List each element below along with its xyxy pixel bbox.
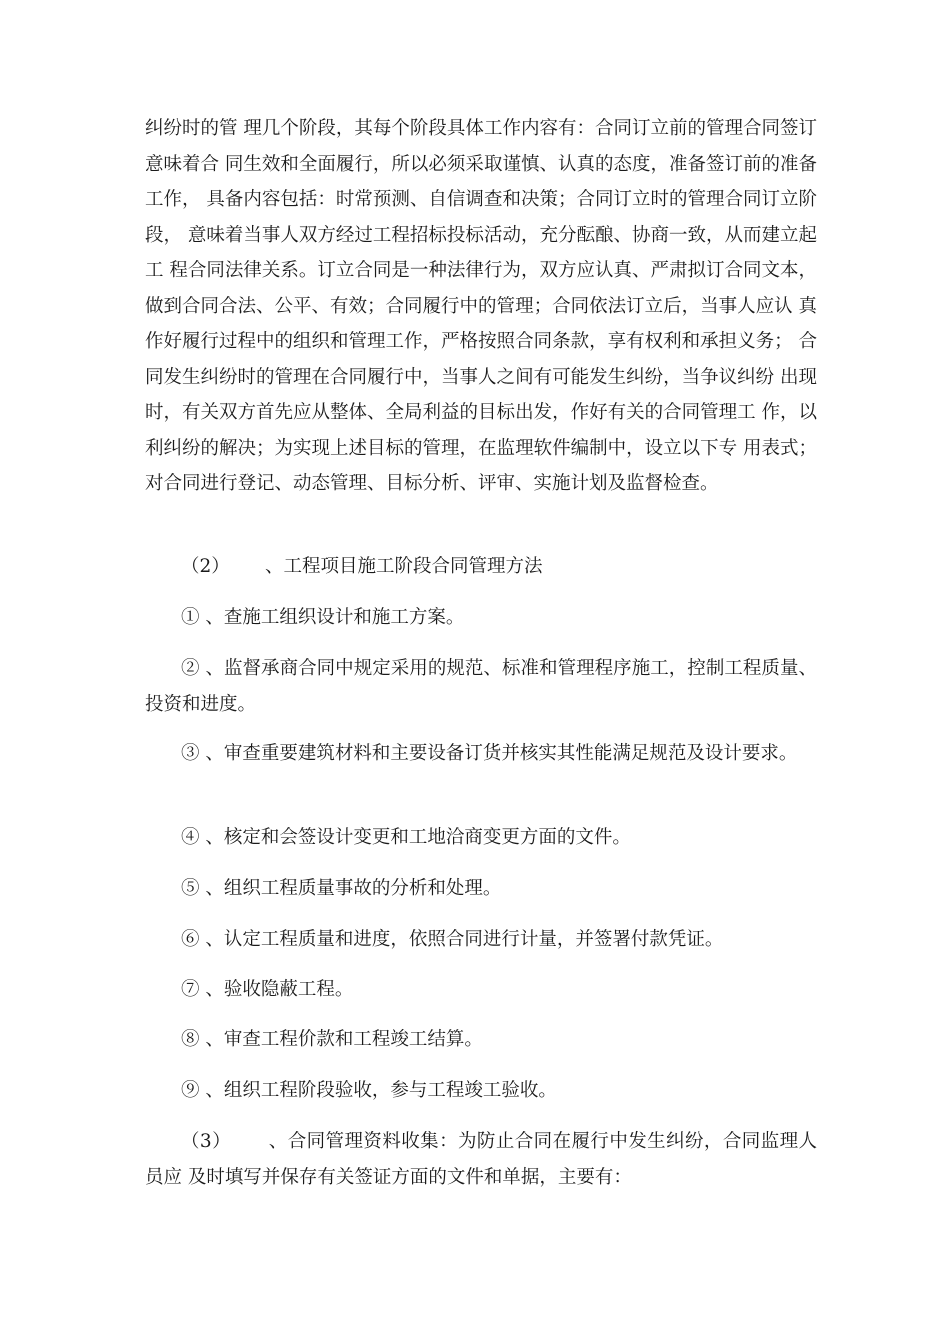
list-item-6: ⑥ 、认定工程质量和进度，依照合同进行计量，并签署付款凭证。 [181,929,724,950]
list-item-5: ⑤ 、组织工程质量事故的分析和处理。 [181,878,502,899]
list-item-1: ① 、查施工组织设计和施工方案。 [181,607,465,628]
section-heading-2: （2） 、工程项目施工阶段合同管理方法 [181,556,543,577]
body-paragraph-data-collection: （3） 、合同管理资料收集：为防止合同在履行中发生纠纷，合同监理人员应 及时填写并保存有关签证方面的文件和单据，主要有： [145,1131,817,1188]
list-item-2: ② 、监督承商合同中规定采用的规范、标准和管理程序施工，控制工程质量、 投资和进度。 [145,658,823,715]
list-item-4: ④ 、核定和会签设计变更和工地洽商变更方面的文件。 [181,827,631,848]
list-item-7: ⑦ 、验收隐蔽工程。 [181,979,354,1000]
list-item-3: ③ 、审查重要建筑材料和主要设备订货并核实其性能满足规范及设计要求。 [181,743,798,764]
list-item-9: ⑨ 、组织工程阶段验收，参与工程竣工验收。 [181,1080,557,1101]
body-paragraph-contract-stages: 纠纷时的管 理几个阶段，其每个阶段具体工作内容有：合同订立前的管理合同签订意味着合 同生效和全面履行，所以必须采取谨慎、认真的态度，准备签订前的准备工作， 具备内容包括：时常预测、自信调查和决策；合同订立时的管理合同订立阶段， 意味着当事人双方经过工程招标投标活动，充分酝酿、协商一致，从而建立起工 程合同法律关系。订立合同是一种法律行为，双方应认真、严肃拟订合同文本， 做到合同合法、公平、有效；合同履行中的管理；合同依法订立后，当事人应认 真作好履行过程中的组织和管理工作，严格按照合同条款，享有权利和承担义务； 合同发生纠纷时的管理在合同履行中，当事人之间有可能发生纠纷，当争议纠纷 出现时，有关双方首先应从整体、全局利益的目标出发，作好有关的合同管理工 作，以利纠纷的解决；为实现上述目标的管理，在监理软件编制中，设立以下专 用表式；对合同进行登记、动态管理、目标分析、评审、实施计划及监督检查。 [145,118,823,494]
list-item-8: ⑧ 、审查工程价款和工程竣工结算。 [181,1029,483,1050]
